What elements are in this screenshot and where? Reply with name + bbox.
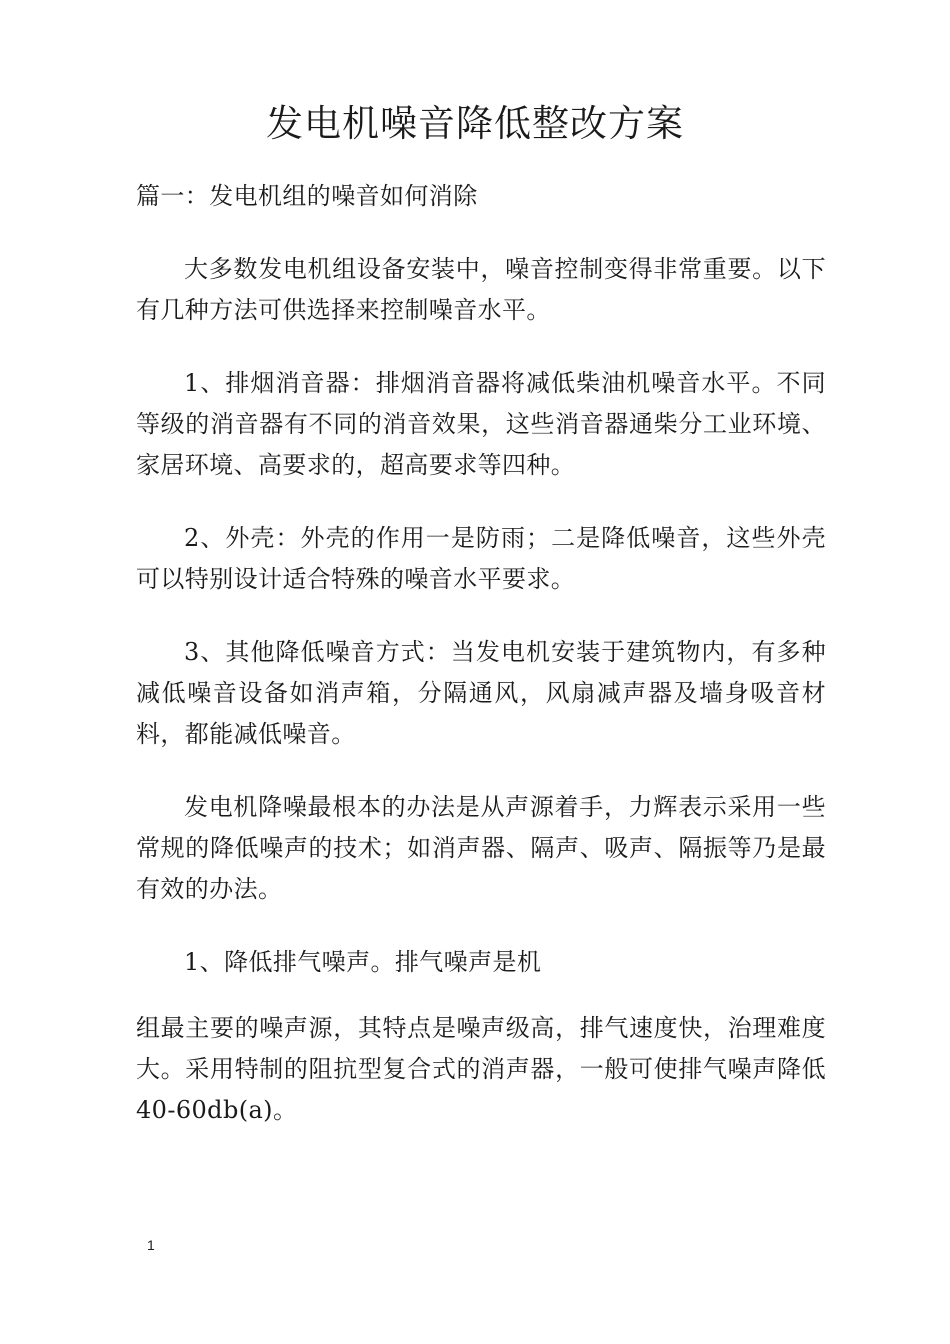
- paragraph-exhaust-noise-continued: 组最主要的噪声源，其特点是噪声级高，排气速度快，治理难度大。采用特制的阻抗型复合式的消声器，一般可使排气噪声降低40-60db(a)。: [136, 1014, 826, 1124]
- page-number: 1: [147, 1237, 155, 1253]
- paragraph-enclosure: 2、外壳：外壳的作用一是防雨；二是降低噪音，这些外壳可以特别设计适合特殊的噪音水平要求。: [136, 524, 826, 593]
- paragraph-exhaust-noise-start: 1、降低排气噪声。排气噪声是机: [184, 948, 542, 976]
- document-body: [136, 176, 826, 1163]
- paragraph-exhaust-muffler: 1、排烟消音器：排烟消音器将减低柴油机噪音水平。不同等级的消音器有不同的消音效果，这些消音器通柴分工业环境、家居环境、高要求的，超高要求等四种。: [136, 369, 826, 479]
- paragraph-root-solution: 发电机降噪最根本的办法是从声源着手，力辉表示采用一些常规的降低噪声的技术；如消声器、隔声、吸声、隔振等乃是最有效的办法。: [136, 793, 826, 903]
- document-title: 发电机噪音降低整改方案: [266, 102, 684, 145]
- section-heading: 篇一：发电机组的噪音如何消除: [136, 182, 478, 210]
- paragraph-other-methods: 3、其他降低噪音方式：当发电机安装于建筑物内，有多种减低噪音设备如消声箱，分隔通风，风扇减声器及墙身吸音材料，都能减低噪音。: [136, 638, 826, 748]
- paragraph-intro: 大多数发电机组设备安装中，噪音控制变得非常重要。以下有几种方法可供选择来控制噪音水平。: [136, 255, 826, 324]
